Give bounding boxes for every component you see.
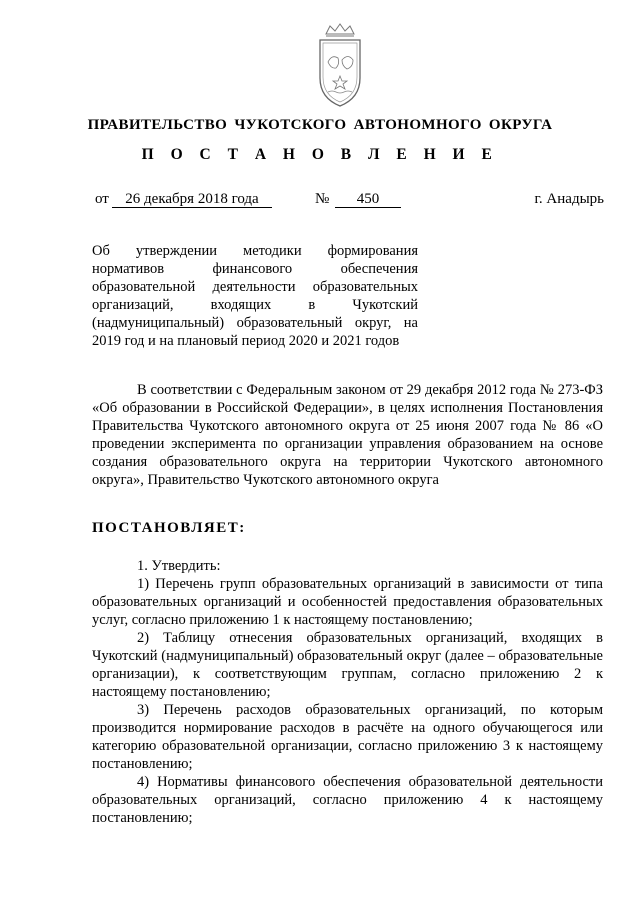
subject-line: (надмуниципальный) образовательный округ, на xyxy=(92,315,418,331)
from-label: от xyxy=(95,191,109,207)
preamble xyxy=(92,381,603,489)
date-number-line xyxy=(95,191,604,211)
subject-line: 2019 год и на плановый период 2020 и 2021 годов xyxy=(92,333,400,349)
preamble-paragraph: В соответствии с Федеральным законом от 29 декабря 2012 года № 273-ФЗ «Об образовании в Российской Федерации», в целях исполнения Постановления Правительства Чукотского автономного округа от 25 июня 2007 года № 86 «О проведении эксперимента по организации управления образованием на основе создания образовательного округа на территории Чукотского автономного округа», Правительство Чукотского автономного округа xyxy=(92,382,603,488)
subject-line: Об утверждении методики формирования xyxy=(92,243,418,259)
government-name: ПРАВИТЕЛЬСТВО ЧУКОТСКОГО АВТОНОМНОГО ОКРУГА xyxy=(87,117,553,133)
document-date: 26 декабря 2018 года xyxy=(112,191,272,208)
list-item: 2) Таблицу отнесения образовательных организаций, входящих в Чукотский (надмуниципальный) образовательный округ (далее – образовательные организации), к соответствующим группам, согласно приложению 2 к настоящему постановлению; xyxy=(92,630,603,700)
document-number: 450 xyxy=(335,191,401,208)
decree-items xyxy=(92,557,603,827)
decree-heading: ПОСТАНОВЛЯЕТ: xyxy=(92,520,246,536)
list-item: 1) Перечень групп образовательных организаций в зависимости от типа образовательных организаций и особенностей предоставления образовательных услуг, согласно приложению 1 к настоящему постановлению; xyxy=(92,576,603,628)
list-item: 3) Перечень расходов образовательных организаций, по которым производится нормирование расходов в расчёте на одного обучающегося или категорию образовательной организации, согласно приложению 3 к настоящему постановлению; xyxy=(92,702,603,772)
city-name: г. Анадырь xyxy=(534,191,604,207)
subject-line: нормативов финансового обеспечения xyxy=(92,261,418,277)
document-type-title: П О С Т А Н О В Л Е Н И Е xyxy=(141,146,499,163)
number-label: № xyxy=(315,191,330,207)
document-subject xyxy=(92,242,418,350)
subject-line: организаций, входящих в Чукотский xyxy=(92,297,418,313)
subject-line: образовательной деятельности образовательных xyxy=(92,279,418,295)
list-item: 1. Утвердить: xyxy=(137,558,221,574)
coat-of-arms-emblem xyxy=(298,20,382,110)
list-item: 4) Нормативы финансового обеспечения образовательной деятельности образовательных организаций, согласно приложению 4 к настоящему постановлению; xyxy=(92,774,603,826)
